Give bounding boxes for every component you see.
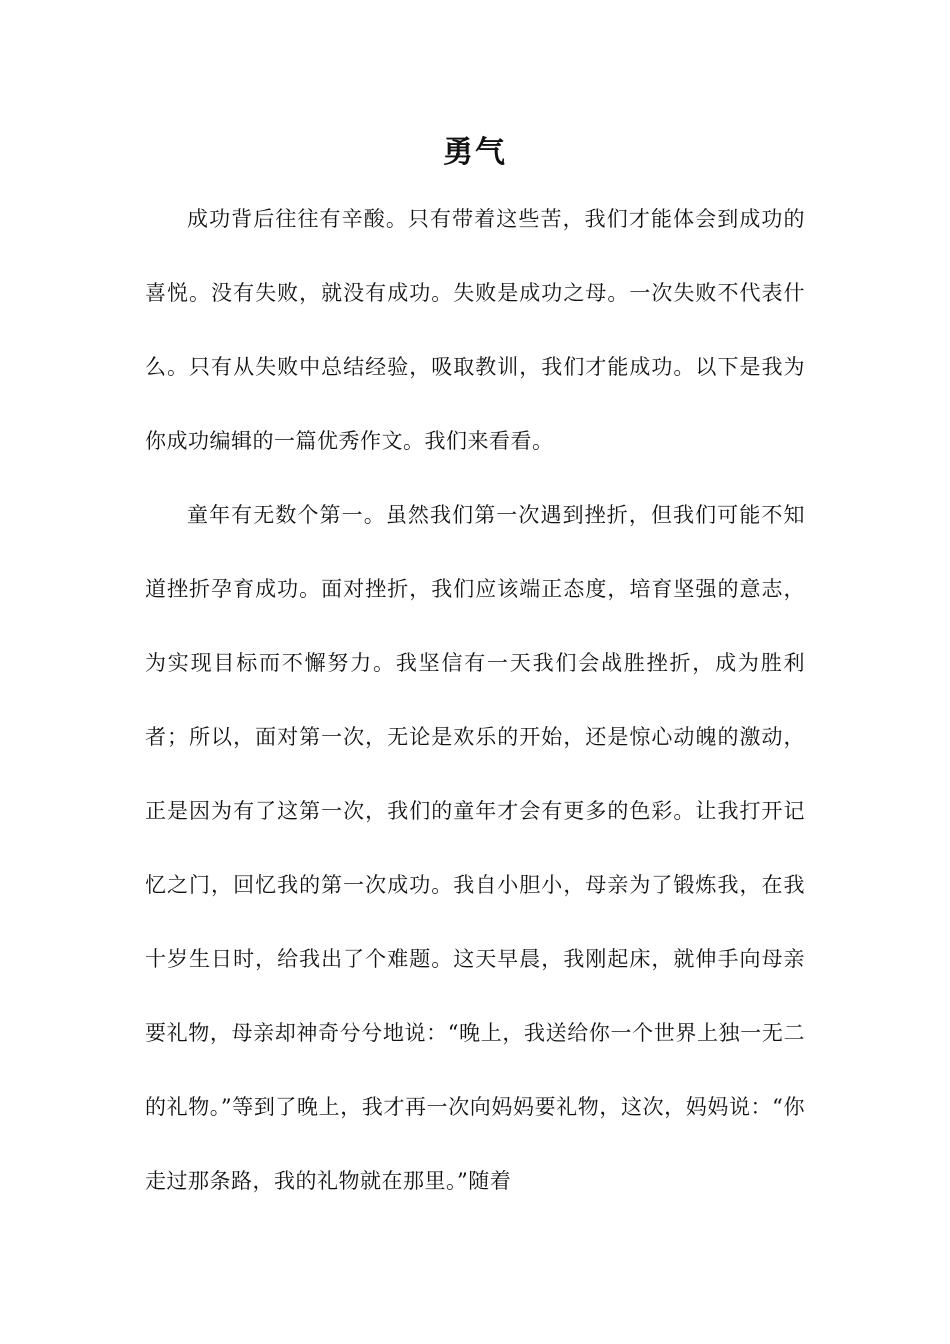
paragraph-story: 童年有无数个第一。虽然我们第一次遇到挫折，但我们可能不知道挫折孕育成功。面对挫折，我们应该端正态度，培育坚强的意志，为实现目标而不懈努力。我坚信有一天我们会战胜挫折，成为胜利者；所以，面对第一次，无论是欢乐的开始，还是惊心动魄的激动，正是因为有了这第一次，我们的童年才会有更多的色彩。让我打开记忆之门，回忆我的第一次成功。我自小胆小，母亲为了锻炼我，在我十岁生日时，给我出了个难题。这天早晨，我刚起床，就伸手向母亲要礼物，母亲却神奇兮兮地说：“晚上，我送给你一个世界上独一无二的礼物。”等到了晚上，我才再一次向妈妈要礼物，这次，妈妈说：“你走过那条路，我的礼物就在那里。”随着	[145, 503, 805, 1193]
paragraph-intro: 成功背后往往有辛酸。只有带着这些苦，我们才能体会到成功的喜悦。没有失败，就没有成功。失败是成功之母。一次失败不代表什么。只有从失败中总结经验，吸取教训，我们才能成功。以下是我为你成功编辑的一篇优秀作文。我们来看看。	[145, 207, 805, 453]
document-title: 勇气	[443, 135, 507, 170]
document-body	[145, 182, 805, 1218]
